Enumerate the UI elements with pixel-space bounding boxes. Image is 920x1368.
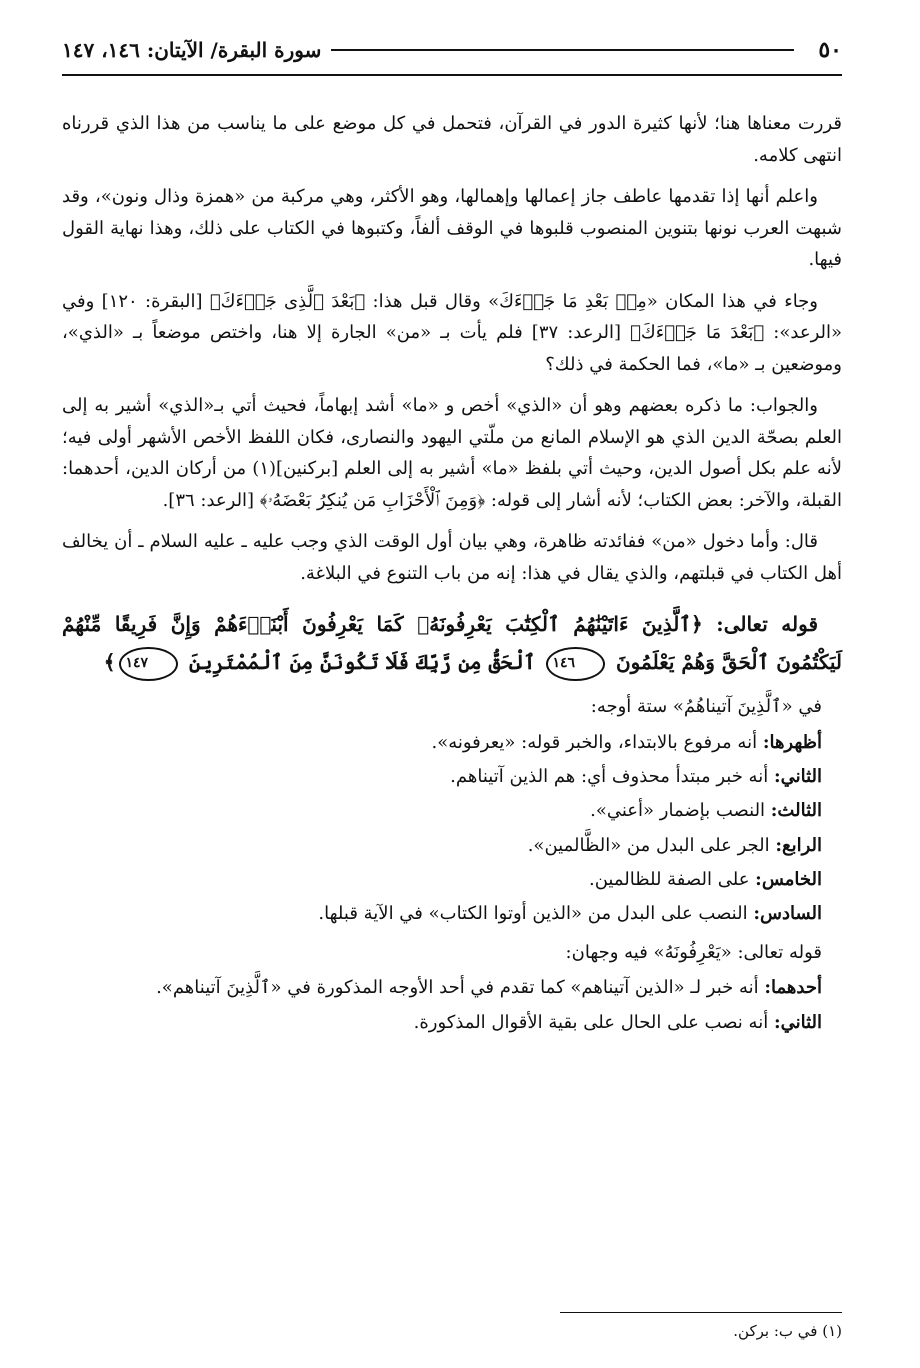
item-label: أحدهما: xyxy=(764,977,822,999)
list-item xyxy=(62,864,822,896)
page-number: ٥٠ xyxy=(818,37,842,63)
list-item xyxy=(62,1007,822,1039)
item-label: الثالث: xyxy=(770,800,822,822)
list-item xyxy=(62,830,822,862)
page-body xyxy=(62,108,842,1041)
item-text: النصب بإضمار «أعني». xyxy=(590,800,771,822)
item-label: أظهرها: xyxy=(762,731,822,753)
list-intro: في «ٱلَّذِينَ آتيناهُمُ» ستة أوجه: xyxy=(590,696,822,717)
paragraph: واعلم أنها إذا تقدمها عاطف جاز إعمالها وإهمالها، وهو الأكثر، وهي مركبة من «همزة وذال ونون»، وقد شبهت العرب نونها بتنوين المنصوب قلبوها في الوقف ألفاً، وكتبوها في الكتاب على ذلك، وهذا نهاية القول فيها. xyxy=(62,186,842,270)
header-rule xyxy=(62,74,842,76)
item-text: على الصفة للظالمين. xyxy=(589,869,756,891)
list-item xyxy=(62,727,822,759)
verse-intro: قوله تعالى: ﴿ xyxy=(691,612,819,636)
ayah-number-marker: ١٤٦ xyxy=(546,647,605,681)
item-text: أنه خبر لـ «الذين آتيناهم» كما تقدم في أحد الأوجه المذكورة في «ٱلَّذِينَ آتيناهم». xyxy=(156,977,765,999)
item-text: أنه خبر مبتدأ محذوف أي: هم الذين آتيناهم. xyxy=(450,765,774,787)
item-label: الخامس: xyxy=(755,869,822,891)
list-intro: قوله تعالى: «يَعْرِفُونَهُ» فيه وجهان: xyxy=(565,941,822,963)
verse-text: ٱلَّذِينَ ءَاتَيْنَٰهُمُ ٱلْكِتَٰبَ يَعْرِفُونَهُۥ كَمَا يَعْرِفُونَ أَبْنَاۤءَهُمْ وَإِنَّ فَرِيقًا مِّنْهُمْ لَيَكْتُمُونَ ٱلْحَقَّ وَهُمْ يَعْلَمُونَ xyxy=(62,612,842,674)
item-text: أنه مرفوع بالابتداء، والخبر قوله: «يعرفونه». xyxy=(431,731,763,753)
list-item xyxy=(62,761,822,793)
item-text: أنه نصب على الحال على بقية الأقوال المذكورة. xyxy=(413,1011,774,1033)
item-text: الجر على البدل من «الظَّالمين». xyxy=(527,834,776,856)
verse-close: ﴾ xyxy=(103,650,116,674)
running-title: سورة البقرة/ الآيتان: ١٤٦، ١٤٧ xyxy=(62,38,322,62)
paragraph: وجاء في هذا المكان «مِنۢ بَعْدِ مَا جَاۤءَكَ» وقال قبل هذا: ﴿بَعْدَ ٱلَّذِى جَاۤءَكَ﴾ [البقرة: ١٢٠] وفي «الرعد»: ﴿بَعْدَ مَا جَاۤءَكَ﴾ [الرعد: ٣٧] فلم يأت بـ «من» الجارة إلا هنا، واختص موضعاً بـ «الذي»، وموضعين بـ «ما»، فما الحكمة في ذلك؟ xyxy=(62,290,842,375)
ayah-number-marker: ١٤٧ xyxy=(119,647,178,681)
footnote-rule xyxy=(560,1312,842,1313)
item-text: النصب على البدل من «الذين أوتوا الكتاب» في الآية قبلها. xyxy=(318,903,754,925)
paragraph: قررت معناها هنا؛ لأنها كثيرة الدور في القرآن، فتحمل في كل موضع على ما يناسب من هذا الذي قررناه انتهى كلامه. xyxy=(62,113,842,166)
quran-verse xyxy=(62,605,842,681)
list-item xyxy=(62,972,822,1004)
list-item xyxy=(62,898,822,930)
running-header xyxy=(62,28,842,72)
item-label: السادس: xyxy=(753,903,822,925)
item-label: الرابع: xyxy=(775,834,822,856)
list-item xyxy=(62,795,822,827)
item-label: الثاني: xyxy=(773,765,822,787)
verse-text: ٱلْحَقُّ مِن رَّبِّكَ فَلَا تَكُونَنَّ مِنَ ٱلْمُمْتَرِينَ xyxy=(189,650,536,674)
footnote: (١) في ب: بركن. xyxy=(733,1322,842,1340)
item-label: الثاني: xyxy=(773,1011,822,1033)
paragraph: والجواب: ما ذكره بعضهم وهو أن «الذي» أخص و «ما» أشد إبهاماً، فحيث أتي بـ«الذي» أشير به إلى العلم بصحّة الدين الذي هو الإسلام المانع من ملّتي اليهود والنصارى، فكان اللفظ الأخص الأشهر أولى فيه؛ لأنه علم بكل أصول الدين، وحيث أتي بلفظ «ما» أشير به إلى العلم [بركنين](١) من أركان الدين، أحدهما: القبلة، والآخر: بعض الكتاب؛ لأنه أشار إلى قوله: ﴿وَمِنَ ٱلْأَحْزَابِ مَن يُنكِرُ بَعْضَهُۥ﴾ [الرعد: ٣٦]. xyxy=(62,395,842,511)
paragraph: قال: وأما دخول «من» ففائدته ظاهرة، وهي بيان أول الوقت الذي وجب عليه ـ عليه السلام ـ أن يخالف أهل الكتاب في قبلتهم، والذي يقال في هذا: إنه من باب التنوع في البلاغة. xyxy=(62,531,842,584)
header-dash xyxy=(331,49,794,51)
